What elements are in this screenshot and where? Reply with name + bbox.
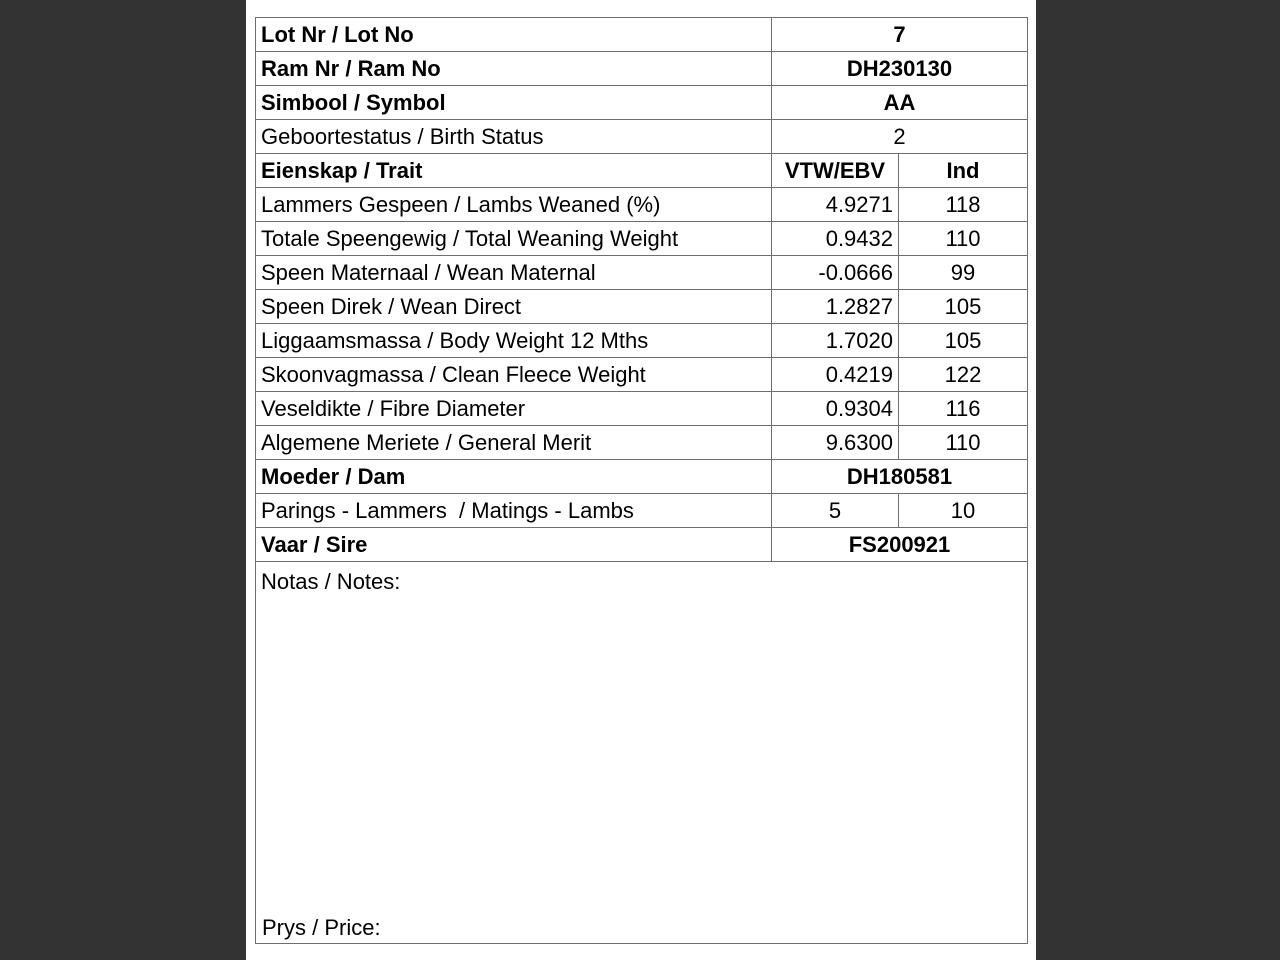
trait-ind: 105 [899,324,1028,358]
trait-ebv: 0.9432 [772,222,899,256]
dam-label: Moeder / Dam [256,460,772,494]
trait-row [256,392,1028,426]
ram-row [256,52,1028,86]
trait-ind: 110 [899,222,1028,256]
trait-ebv: -0.0666 [772,256,899,290]
trait-ebv: 1.7020 [772,324,899,358]
ram-label: Ram Nr / Ram No [256,52,772,86]
lot-value: 7 [772,18,1028,52]
trait-ebv: 0.4219 [772,358,899,392]
ind-column-header: Ind [899,154,1028,188]
trait-label: Algemene Meriete / General Merit [256,426,772,460]
birth-status-label: Geboortestatus / Birth Status [256,120,772,154]
trait-ebv: 4.9271 [772,188,899,222]
lot-sheet-page [246,0,1036,960]
trait-ind: 122 [899,358,1028,392]
matings-count: 5 [772,494,899,528]
symbol-label: Simbool / Symbol [256,86,772,120]
lot-row [256,18,1028,52]
matings-label: Parings - Lammers / Matings - Lambs [256,494,772,528]
dam-value: DH180581 [772,460,1028,494]
matings-row [256,494,1028,528]
symbol-value: AA [772,86,1028,120]
sire-label: Vaar / Sire [256,528,772,562]
trait-row [256,188,1028,222]
trait-ebv: 0.9304 [772,392,899,426]
notes-area [256,562,1028,944]
trait-row [256,222,1028,256]
lot-label: Lot Nr / Lot No [256,18,772,52]
trait-label: Totale Speengewig / Total Weaning Weight [256,222,772,256]
symbol-row [256,86,1028,120]
trait-label: Veseldikte / Fibre Diameter [256,392,772,426]
trait-ebv: 1.2827 [772,290,899,324]
trait-label: Skoonvagmassa / Clean Fleece Weight [256,358,772,392]
trait-label: Speen Maternaal / Wean Maternal [256,256,772,290]
ram-value: DH230130 [772,52,1028,86]
trait-ind: 105 [899,290,1028,324]
notes-label: Notas / Notes: [261,569,401,594]
trait-column-header: Eienskap / Trait [256,154,772,188]
lot-details-table [255,17,1028,944]
trait-row [256,358,1028,392]
sire-row [256,528,1028,562]
dam-row [256,460,1028,494]
trait-label: Liggaamsmassa / Body Weight 12 Mths [256,324,772,358]
birth-status-row [256,120,1028,154]
sire-value: FS200921 [772,528,1028,562]
notes-row [256,562,1028,944]
trait-label: Lammers Gespeen / Lambs Weaned (%) [256,188,772,222]
trait-ind: 118 [899,188,1028,222]
trait-row [256,426,1028,460]
birth-status-value: 2 [772,120,1028,154]
lambs-count: 10 [899,494,1028,528]
trait-row [256,290,1028,324]
trait-ind: 116 [899,392,1028,426]
trait-ind: 110 [899,426,1028,460]
traits-header-row [256,154,1028,188]
ebv-column-header: VTW/EBV [772,154,899,188]
trait-row [256,324,1028,358]
trait-ind: 99 [899,256,1028,290]
trait-ebv: 9.6300 [772,426,899,460]
trait-row [256,256,1028,290]
price-label: Prys / Price: [262,915,381,940]
trait-label: Speen Direk / Wean Direct [256,290,772,324]
